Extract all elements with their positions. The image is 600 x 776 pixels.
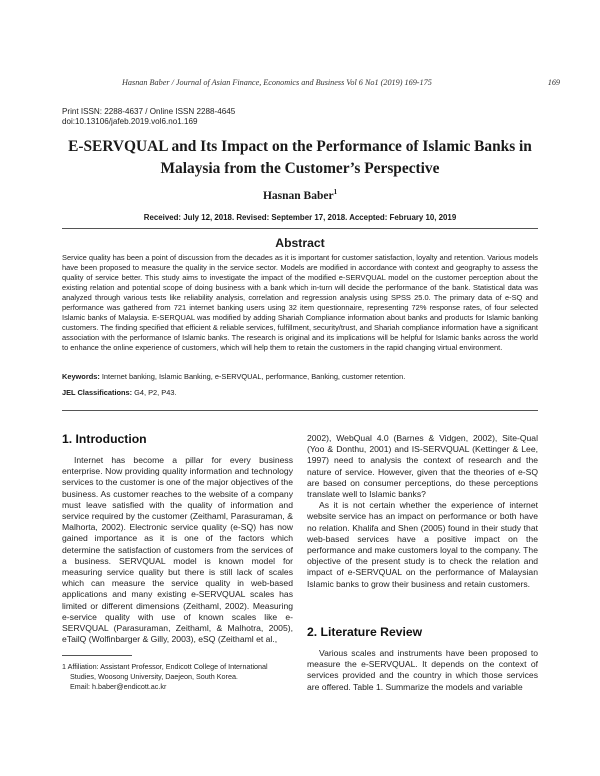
author-footnote-mark: 1: [333, 188, 338, 196]
divider-top: [62, 228, 538, 229]
right-column-body: [307, 433, 538, 590]
doi-line: doi:10.13106/jafeb.2019.vol6.no1.169: [62, 117, 198, 126]
jel-label: JEL Classifications:: [62, 388, 133, 397]
literature-review-body: [307, 648, 538, 693]
paper-title: [62, 136, 538, 180]
divider-bottom: [62, 410, 538, 411]
keywords-text: Internet banking, Islamic Banking, e-SERVQUAL, performance, Banking, customer retention.: [99, 372, 406, 381]
keywords: [62, 372, 538, 382]
page-number: 169: [547, 78, 560, 87]
literature-review-paragraph: Various scales and instruments have been proposed to measure the e-SERVQUAL. It depends on the context of services provided and the country in which those services are offered. Table 1. Summarize the models and variable: [307, 648, 538, 692]
keywords-label: Keywords:: [62, 372, 100, 381]
literature-review-heading: 2. Literature Review: [307, 625, 423, 639]
abstract-text: Service quality has been a point of discussion from the decades as it is important for customer satisfaction, loyalty and retention. Various models have been proposed to measure the quality in the service sector. Models are modified in accordance with context and geography to assess the quality of service better. This study aims to investigate the impact of the modified e-SERVQUAL model on the customer perception about the existing relation and potential scope of doing business with a bank which in-turn will decide the performance of the bank. Statistical data was analyzed through various tests like reliability analysis, correlation and regression analysis using SPSS 25.0. The primary data of e-SQ and performance was gathered from 721 internet banking users using 32 item questionnaire, representing 72% response rates, of four selected Islamic banks of Malaysia. E-SERQUAL was modified by adding Shariah Compliance information about banks and products for Islamic banking customers. The finding specified that efficient & reliable services, fulfillment, security/trust, and Shariah compliance information have a significant association with the performance of Islamic banks. The research is original and its implications will be helpful for Islamic banks across the world to enhance the online experience of customers, which will help them to retain the customers in the rapid changing virtual environment.: [62, 253, 538, 353]
abstract-heading: Abstract: [275, 236, 325, 250]
continuation-paragraph: 2002), WebQual 4.0 (Barnes & Vidgen, 2002), Site-Qual (Yoo & Donthu, 2001) and IS-SERVQUAL (Kettinger & Lee, 1997) need to analysis the context of research and the nature of service. However, given that the theories of e-SQ are based on consumer perceptions, do these perceptions translate well to Islamic banks?: [307, 433, 538, 500]
introduction-paragraph: Internet has become a pillar for every business enterprise. Now providing quality information and technology services to the customer is one of the major objectives of the business. As customer reaches to the website of a company must leave satisfied with the quality of information and service required by the customer (Zeithaml, Parasuraman, & Malhorta, 2002). Electronic service quality (e-SQ) has now gained importance as it is one of the factors which determine the satisfaction of customers from the services of a business. SERVQUAL model is known model for measuring service quality but there is still lack of scales which can measure the service quality in web-based applications and many existing e-SERVQUAL scales has limited or different dimensions (Zeithaml, 2002). Measuring e-service quality with use of known scales like e-SERVQUAL (Parasuraman, Zeithaml, & Malhotra, 2005), eTailQ (Wolfinbarger & Gilly, 2003), eSQ (Zeithaml et al.,: [62, 455, 293, 645]
jel-text: G4, P2, P43.: [132, 388, 177, 397]
footnote: [62, 662, 293, 692]
paper-title-line-2: Malaysia from the Customer’s Perspective: [160, 160, 440, 177]
submission-dates: Received: July 12, 2018. Revised: September 17, 2018. Accepted: February 10, 2019: [143, 213, 457, 222]
jel-classifications: [62, 388, 538, 398]
footnote-affiliation: 1 Affiliation: Assistant Professor, Endicott College of International Studies, Woosong University, Daejeon, South Korea.: [62, 662, 268, 681]
footnote-rule: [62, 655, 132, 656]
issn-line: Print ISSN: 2288-4637 / Online ISSN 2288-4645: [62, 107, 236, 116]
issn-block: [62, 107, 235, 127]
objective-paragraph: As it is not certain whether the experience of internet website service has an impact on performance or both have no relation. Khalifa and Shen (2005) found in their study that web-based services have a positive impact on the performance and make customers loyal to the company. The objective of the present study is to check the relation and impact of e-SERVQUAL on the performance of Malaysian Islamic banks to grow their business and retain customers.: [307, 500, 538, 589]
introduction-body: [62, 455, 293, 645]
footnote-email: Email: h.baber@endicott.ac.kr: [70, 682, 167, 691]
author: [62, 188, 538, 202]
running-header-text: Hasnan Baber / Journal of Asian Finance, Economics and Business Vol 6 No1 (2019) 169-175: [122, 78, 432, 87]
introduction-heading: 1. Introduction: [62, 432, 147, 446]
author-name: Hasnan Baber: [262, 189, 334, 202]
paper-title-line-1: E-SERVQUAL and Its Impact on the Performance of Islamic Banks in: [68, 138, 532, 155]
